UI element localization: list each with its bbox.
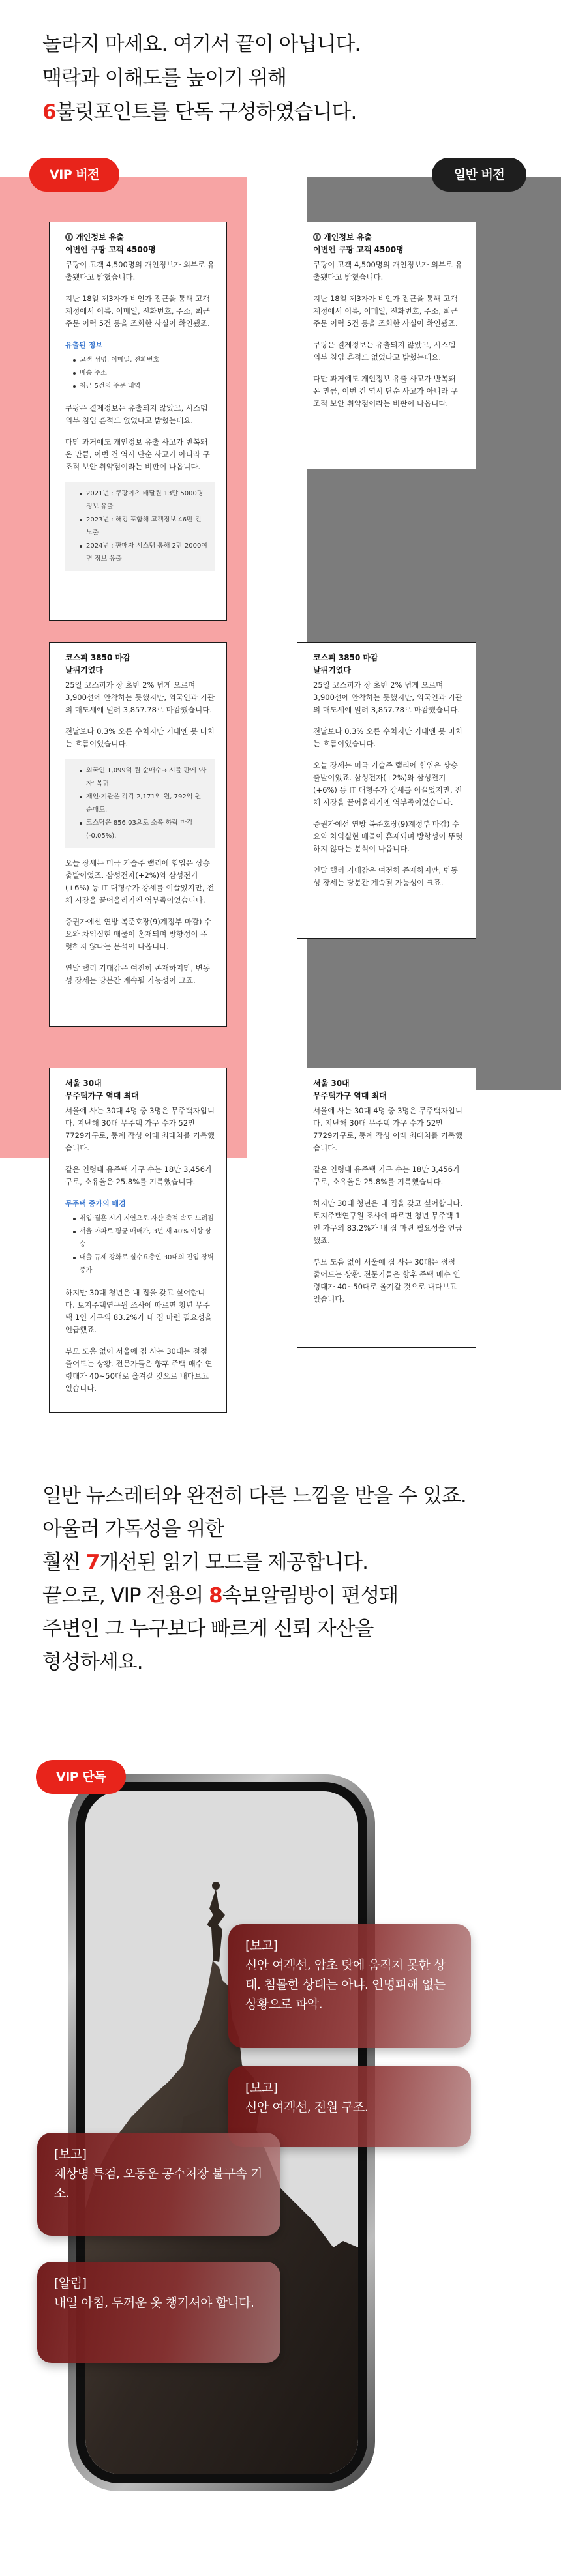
bullet-item: 고객 성명, 이메일, 전화번호	[65, 354, 215, 367]
feature-number-7: 7	[85, 1551, 100, 1574]
features-line-4: 끝으로, VIP 전용의 8속보알림방이 편성돼	[42, 1584, 399, 1607]
features-text	[42, 1480, 551, 1679]
normal-card-privacy	[297, 222, 476, 469]
card-paragraph: 오늘 장세는 미국 기술주 랠리에 힘입은 상승 출발이었죠. 삼성전자(+2%)와 삼성전기(+6%) 등 IT 대형주가 강세를 이끌었지만, 전체 시장을 끌어올리기엔 역부족이었습니다.	[65, 858, 215, 905]
notification-text: 신안 여객선, 암초 탓에 움직지 못한 상태. 침몰한 상태는 아냐. 인명피해 없는 상황으로 파악.	[245, 1958, 446, 2012]
notification-card	[228, 1924, 471, 2048]
card-paragraph: 연말 랠리 기대감은 여전히 존재하지만, 변동성 장세는 당분간 계속될 가능성이 크죠.	[313, 866, 458, 887]
feature-number-8: 8	[209, 1584, 222, 1607]
bullet-item: 서울 아파트 평균 매매가, 3년 새 40% 이상 상승	[65, 1225, 215, 1251]
card-paragraph: 다만 과거에도 개인정보 유출 사고가 반복돼 온 만큼, 이번 건 역시 단순 사고가 아니라 구조적 보안 취약점이라는 비판이 나옵니다.	[65, 437, 210, 471]
normal-card-housing	[297, 1068, 476, 1348]
intro-line-2: 맥락과 이해도를 높이기 위해	[42, 66, 286, 90]
intro-text	[42, 27, 538, 129]
notification-card	[37, 2133, 280, 2236]
card-paragraph: 쿠팡이 고객 4,500명의 개인정보가 외부로 유출됐다고 밝혔습니다.	[65, 260, 215, 282]
features-line-6: 형성하세요.	[42, 1650, 143, 1674]
card-paragraph: 오늘 장세는 미국 기술주 랠리에 힘입은 상승 출발이었죠. 삼성전자(+2%)와 삼성전기(+6%) 등 IT 대형주가 강세를 이끌었지만, 전체 시장을 끌어올리기엔 역부족이었습니다.	[313, 761, 462, 807]
vip-card-housing	[49, 1068, 227, 1413]
card-paragraph: 같은 연령대 유주택 가구 수는 18만 3,456가구로, 소유율은 25.8%를 기록했습니다.	[65, 1165, 213, 1186]
notification-tag: [보고]	[245, 2081, 278, 2095]
notification-tag: [보고]	[245, 1939, 278, 1953]
card-paragraph: 하지만 30대 청년은 내 집을 갖고 싶어합니다. 토지주택연구원 조사에 따르면 청년 무주택 1인 가구의 83.2%가 내 집 마련 필요성을 언급했죠.	[65, 1288, 212, 1334]
card-paragraph: 증권가에선 연방 복준호장(9)계정부 마감) 수요와 차익실현 매물이 혼재되며 방향성이 뚜렷하지 않다는 분석이 나옵니다.	[65, 917, 212, 951]
timeline-item: 2023년 : 해킹 포함해 고객정보 46만 건 노출	[72, 514, 208, 540]
notification-tag: [알림]	[54, 2276, 87, 2291]
bullet-item: 대출 규제 강화로 실수요층인 30대의 진입 장벽 증가	[65, 1251, 215, 1278]
card-paragraph: 25일 코스피가 장 초반 2% 넘게 오르며 3,900선에 안착하는 듯했지만, 외국인과 기관의 매도세에 밀려 3,857.78로 마감했습니다.	[313, 681, 462, 714]
card-paragraph: 다만 과거에도 개인정보 유출 사고가 반복돼 온 만큼, 이번 건 역시 단순 사고가 아니라 구조적 보안 취약점이라는 비판이 나옵니다.	[313, 374, 458, 408]
card-paragraph: 전날보다 0.3% 오른 수치지만 기대엔 못 미치는 흐름이었습니다.	[65, 727, 215, 748]
card-paragraph: 지난 18일 제3자가 비인가 접근을 통해 고객 계정에서 이름, 이메일, 전화번호, 주소, 최근 주문 이력 5건 등을 조회한 사실이 확인됐죠.	[313, 294, 458, 328]
bullet-box	[65, 759, 215, 848]
intro-line-3: 6불릿포인트를 단독 구성하였습니다.	[42, 100, 357, 124]
card-title: 코스피 3850 마감	[65, 653, 130, 662]
card-paragraph: 전날보다 0.3% 오른 수치지만 기대엔 못 미치는 흐름이었습니다.	[313, 727, 462, 748]
card-paragraph: 지난 18일 제3자가 비인가 접근을 통해 고객 계정에서 이름, 이메일, 전화번호, 주소, 최근 주문 이력 5건 등을 조회한 사실이 확인됐죠.	[65, 294, 210, 328]
card-paragraph: 하지만 30대 청년은 내 집을 갖고 싶어합니다. 토지주택연구원 조사에 따르면 청년 무주택 1인 가구의 83.2%가 내 집 마련 필요성을 언급했죠.	[313, 1199, 463, 1245]
card-headline: 이번엔 쿠팡 고객 4500명	[65, 245, 156, 254]
vip-card-privacy	[49, 222, 227, 621]
vip-version-badge: VIP 버전	[29, 158, 119, 192]
card-headline: 무주택가구 역대 최대	[65, 1091, 139, 1100]
features-line-1: 일반 뉴스레터와 완전히 다른 느낌을 받을 수 있죠.	[42, 1484, 466, 1508]
card-paragraph: 연말 랠리 기대감은 여전히 존재하지만, 변동성 장세는 당분간 계속될 가능성이 크죠.	[65, 963, 210, 985]
bullet-item: 취업·결혼 시기 지연으로 자산 축적 속도 느려짐	[65, 1212, 215, 1225]
timeline-box	[65, 482, 215, 571]
card-paragraph: 쿠팡은 결제정보는 유출되지 않았고, 시스템 외부 침입 흔적도 없었다고 밝혔는데요.	[313, 340, 456, 362]
features-line-2: 아울러 가독성을 위한	[42, 1517, 224, 1541]
card-headline: 무주택가구 역대 최대	[313, 1091, 387, 1100]
bullet-item: 코스닥은 856.03으로 소폭 하락 마감(-0.05%).	[72, 817, 208, 843]
notification-text: 채상병 특검, 오동운 공수처장 불구속 기소.	[54, 2167, 262, 2201]
bullet-subheading: 유출된 정보	[65, 341, 102, 349]
card-paragraph: 같은 연령대 유주택 가구 수는 18만 3,456가구로, 소유율은 25.8%를 기록했습니다.	[313, 1165, 461, 1186]
timeline-item: 2021년 : 쿠팡이츠 배달원 13만 5000명 정보 유출	[72, 488, 208, 514]
card-paragraph: 쿠팡은 결제정보는 유출되지 않았고, 시스템 외부 침입 흔적도 없었다고 밝혔는데요.	[65, 403, 208, 425]
card-paragraph: 증권가에선 연방 복준호장(9)계정부 마감) 수요와 차익실현 매물이 혼재되며 방향성이 뚜렷하지 않다는 분석이 나옵니다.	[313, 819, 463, 853]
notification-text: 신안 여객선, 전원 구조.	[245, 2100, 369, 2115]
notification-card	[37, 2262, 280, 2363]
features-line-5: 주변인 그 누구보다 빠르게 신뢰 자산을	[42, 1617, 374, 1641]
bullet-item: 외국인 1,099억 원 순매수→ 시를 판에 '사자' 복귀.	[72, 765, 208, 791]
normal-version-badge: 일반 버전	[432, 158, 526, 192]
features-line-3: 훨씬 7개선된 읽기 모드를 제공합니다.	[42, 1551, 369, 1574]
normal-card-kospi	[297, 642, 476, 939]
intro-line-1: 놀라지 마세요. 여기서 끝이 아닙니다.	[42, 33, 361, 56]
card-paragraph: 서울에 사는 30대 4명 중 3명은 무주택자입니다. 지난해 30대 무주택 가구 수가 52만 7729가구로, 통계 작성 이래 최대치를 기록했습니다.	[313, 1106, 462, 1152]
card-title: 서울 30대	[313, 1079, 350, 1088]
card-title: 서울 30대	[65, 1079, 102, 1088]
card-paragraph: 서울에 사는 30대 4명 중 3명은 무주택자입니다. 지난해 30대 무주택 가구 수가 52만 7729가구로, 통계 작성 이래 최대치를 기록했습니다.	[65, 1106, 215, 1152]
notification-tag: [보고]	[54, 2147, 87, 2161]
feature-number-6: 6	[42, 100, 56, 124]
card-headline: 날뛰기였다	[313, 666, 351, 675]
card-title: 코스피 3850 마감	[313, 653, 378, 662]
bullet-item: 개인·기관은 각각 2,171억 원, 792억 원 순매도.	[72, 791, 208, 817]
notification-text: 내일 아침, 두꺼운 옷 챙기셔야 합니다.	[54, 2296, 254, 2310]
timeline-item: 2024년 : 판매자 시스템 통해 2만 2000여 명 정보 유출	[72, 540, 208, 566]
card-paragraph: 부모 도움 없이 서울에 집 사는 30대는 점점 줄어드는 상황. 전문가들은 향후 주택 매수 연령대가 40~50대로 올겨갈 것으로 내다보고 있습니다.	[65, 1347, 213, 1393]
bullet-list	[65, 354, 215, 393]
bullet-item: 배송 주소	[65, 367, 215, 380]
vip-card-kospi	[49, 642, 227, 1027]
bullet-item: 최근 5건의 주문 내역	[65, 380, 215, 393]
card-title: ⓵ 개인정보 유출	[65, 233, 124, 242]
card-paragraph: 25일 코스피가 장 초반 2% 넘게 오르며 3,900선에 안착하는 듯했지만, 외국인과 기관의 매도세에 밀려 3,857.78로 마감했습니다.	[65, 681, 215, 714]
card-headline: 날뛰기였다	[65, 666, 103, 675]
card-headline: 이번엔 쿠팡 고객 4500명	[313, 245, 404, 254]
card-paragraph: 부모 도움 없이 서울에 집 사는 30대는 점점 줄어드는 상황. 전문가들은 향후 주택 매수 연령대가 40~50대로 올겨갈 것으로 내다보고 있습니다.	[313, 1257, 461, 1304]
card-paragraph: 쿠팡이 고객 4,500명의 개인정보가 외부로 유출됐다고 밝혔습니다.	[313, 260, 462, 282]
bullet-list	[65, 1212, 215, 1278]
bullet-subheading: 무주택 증가의 배경	[65, 1199, 126, 1208]
card-title: ⓵ 개인정보 유출	[313, 233, 372, 242]
vip-exclusive-badge: VIP 단독	[36, 1760, 126, 1794]
